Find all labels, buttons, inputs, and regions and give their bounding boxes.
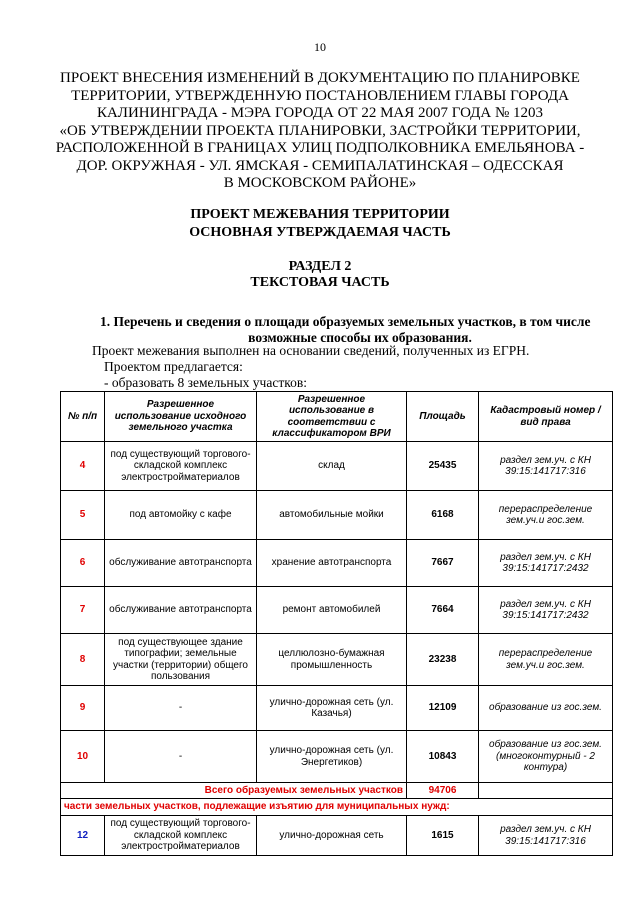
row-number: 8: [61, 634, 105, 686]
document-title: [40, 70, 600, 193]
table-row: [61, 731, 613, 783]
area-value: 10843: [407, 731, 479, 783]
total-empty-cell: [479, 783, 613, 799]
vri-use: улично-дорожная сеть (ул. Энергетиков): [257, 731, 407, 783]
area-value: 1615: [407, 816, 479, 856]
row-number: 12: [61, 816, 105, 856]
list-heading-line: 1. Перечень и сведения о площади образуемых земельных участков, в том числе: [100, 314, 591, 329]
vri-use: хранение автотранспорта: [257, 540, 407, 587]
cadastral-info: образование из гос.зем.: [479, 686, 613, 731]
row-number: 6: [61, 540, 105, 587]
title-line: ПРОЕКТ ВНЕСЕНИЯ ИЗМЕНЕНИЙ В ДОКУМЕНТАЦИЮ ПО ПЛАНИРОВКЕ: [60, 70, 580, 86]
page-number: 10: [314, 40, 326, 54]
subtitle-line: ОСНОВНАЯ УТВЕРЖДАЕМАЯ ЧАСТЬ: [189, 225, 451, 240]
header-cell: Кадастровый номер / вид права: [479, 392, 613, 442]
parts-label: части земельных участков, подлежащие изъятию для муниципальных нужд:: [61, 799, 613, 816]
original-use: под существующий торгового-складской комплекс электростройматериалов: [105, 816, 257, 856]
vri-use: ремонт автомобилей: [257, 587, 407, 634]
original-use: обслуживание автотранспорта: [105, 540, 257, 587]
header-cell: Площадь: [407, 392, 479, 442]
table-row: [61, 686, 613, 731]
table-header-row: [61, 392, 613, 442]
area-value: 6168: [407, 491, 479, 540]
cadastral-info: раздел зем.уч. с КН 39:15:141717:2432: [479, 540, 613, 587]
title-line: РАСПОЛОЖЕННОЙ В ГРАНИЦАХ УЛИЦ ПОДПОЛКОВНИКА ЕМЕЛЬЯНОВА -: [55, 140, 585, 156]
header-cell: Разрешенное использование исходного земельного участка: [105, 392, 257, 442]
list-heading-line: возможные способы их образования.: [248, 330, 472, 345]
total-row: [61, 783, 613, 799]
title-line: ТЕРРИТОРИИ, УТВЕРЖДЕННУЮ ПОСТАНОВЛЕНИЕМ ГЛАВЫ ГОРОДА: [71, 87, 569, 104]
row-number: 4: [61, 442, 105, 491]
header-cell: Разрешенное использование в соответствии с классификатором ВРИ: [257, 392, 407, 442]
vri-use: улично-дорожная сеть (ул. Казачья): [257, 686, 407, 731]
paragraph: Проектом предлагается:: [104, 359, 243, 374]
title-line: В МОСКОВСКОМ РАЙОНЕ»: [223, 175, 417, 191]
vri-use: автомобильные мойки: [257, 491, 407, 540]
area-value: 23238: [407, 634, 479, 686]
row-number: 9: [61, 686, 105, 731]
list-heading: [100, 314, 610, 346]
subtitle-line: ПРОЕКТ МЕЖЕВАНИЯ ТЕРРИТОРИИ: [190, 207, 450, 222]
table-row: [61, 816, 613, 856]
parts-heading-row: [61, 799, 613, 816]
land-plots-table: [60, 391, 613, 856]
original-use: под существующее здание типографии; земельные участки (территории) общего пользования: [105, 634, 257, 686]
cadastral-info: раздел зем.уч. с КН 39:15:141717:316: [479, 442, 613, 491]
vri-use: склад: [257, 442, 407, 491]
total-value: 94706: [407, 783, 479, 799]
table-row: [61, 587, 613, 634]
section-line: ТЕКСТОВАЯ ЧАСТЬ: [250, 275, 390, 290]
row-number: 7: [61, 587, 105, 634]
cadastral-info: раздел зем.уч. с КН 39:15:141717:316: [479, 816, 613, 856]
area-value: 7667: [407, 540, 479, 587]
original-use: -: [105, 686, 257, 731]
area-value: 7664: [407, 587, 479, 634]
table-row: [61, 442, 613, 491]
original-use: под автомойку с кафе: [105, 491, 257, 540]
section-heading: [40, 259, 600, 291]
original-use: -: [105, 731, 257, 783]
row-number: 10: [61, 731, 105, 783]
document-subtitle: [40, 206, 600, 242]
row-number: 5: [61, 491, 105, 540]
paragraph: Проект межевания выполнен на основании сведений, полученных из ЕГРН.: [92, 343, 530, 358]
total-label: Всего образуемых земельных участков: [61, 783, 407, 799]
cadastral-info: перераспределение зем.уч.и гос.зем.: [479, 491, 613, 540]
paragraph: - образовать 8 земельных участков:: [104, 375, 307, 390]
vri-use: целлюлозно-бумажная промышленность: [257, 634, 407, 686]
area-value: 25435: [407, 442, 479, 491]
table-row: [61, 540, 613, 587]
cadastral-info: раздел зем.уч. с КН 39:15:141717:2432: [479, 587, 613, 634]
area-value: 12109: [407, 686, 479, 731]
original-use: обслуживание автотранспорта: [105, 587, 257, 634]
original-use: под существующий торгового-складской комплекс электростройматериалов: [105, 442, 257, 491]
table-row: [61, 491, 613, 540]
title-line: «ОБ УТВЕРЖДЕНИИ ПРОЕКТА ПЛАНИРОВКИ, ЗАСТРОЙКИ ТЕРРИТОРИИ,: [59, 122, 581, 139]
cadastral-info: перераспределение зем.уч.и гос.зем.: [479, 634, 613, 686]
vri-use: улично-дорожная сеть: [257, 816, 407, 856]
table-row: [61, 634, 613, 686]
title-line: КАЛИНИНГРАДА - МЭРА ГОРОДА ОТ 22 МАЯ 2007 ГОДА № 1203: [96, 105, 544, 121]
title-line: ДОР. ОКРУЖНАЯ - УЛ. ЯМСКАЯ - СЕМИПАЛАТИНСКАЯ – ОДЕССКАЯ: [76, 157, 564, 174]
cadastral-info: образование из гос.зем. (многоконтурный - 2 контура): [479, 731, 613, 783]
header-cell: № п/п: [61, 392, 105, 442]
section-line: РАЗДЕЛ 2: [288, 259, 352, 274]
